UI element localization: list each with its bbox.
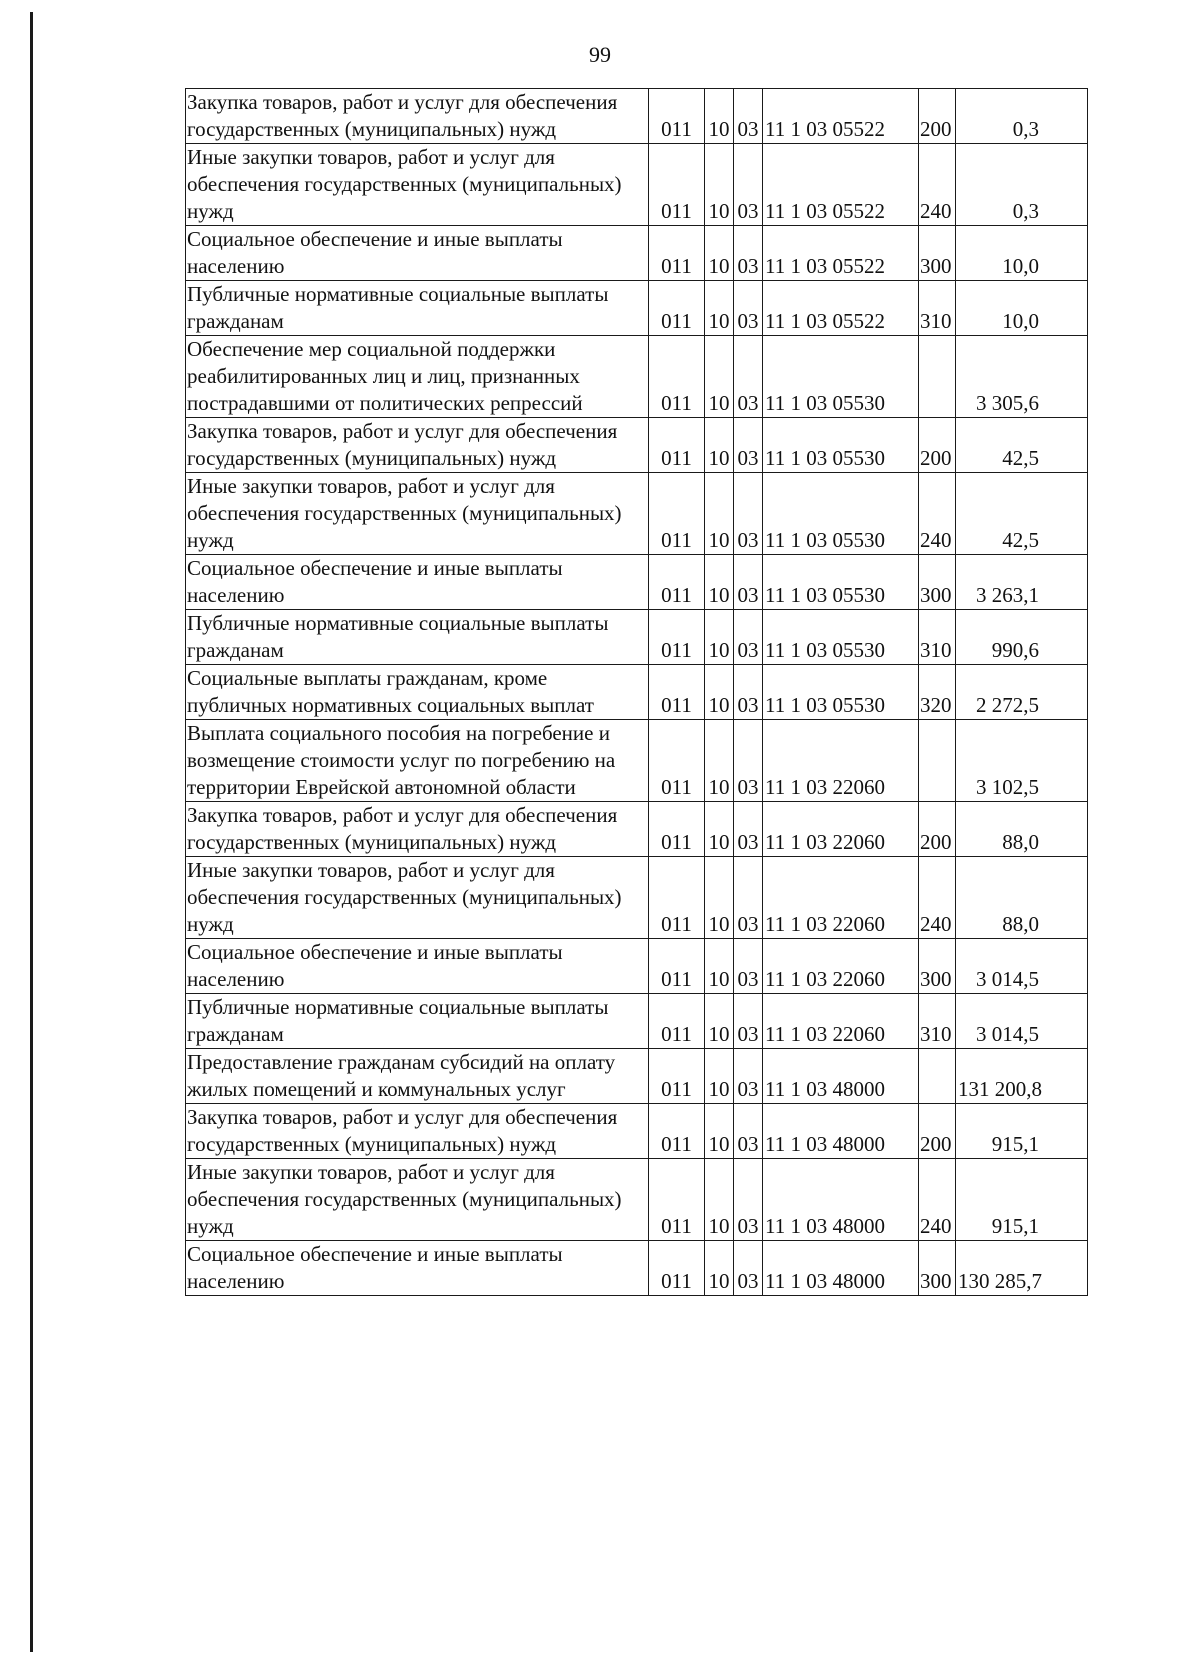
section-code-cell: 10 <box>705 857 734 939</box>
row-name-cell: Закупка товаров, работ и услуг для обеспечения государственных (муниципальных) нужд <box>186 1104 649 1159</box>
budget-table <box>185 88 1088 1296</box>
expense-type-cell: 310 <box>919 994 956 1049</box>
section-code-cell: 10 <box>705 802 734 857</box>
amount-cell: 3 305,6 <box>956 336 1088 418</box>
section-code-cell: 10 <box>705 665 734 720</box>
table-row <box>186 418 1088 473</box>
amount-cell: 88,0 <box>956 857 1088 939</box>
admin-code-cell: 011 <box>649 1159 705 1241</box>
row-name-cell: Выплата социального пособия на погребение и возмещение стоимости услуг по погребению на территории Еврейской автономной области <box>186 720 649 802</box>
amount-cell: 88,0 <box>956 802 1088 857</box>
target-article-cell: 11 1 03 22060 <box>763 802 919 857</box>
table-row <box>186 226 1088 281</box>
admin-code-cell: 011 <box>649 89 705 144</box>
table-row <box>186 610 1088 665</box>
expense-type-cell: 300 <box>919 939 956 994</box>
target-article-cell: 11 1 03 05530 <box>763 555 919 610</box>
row-name-cell: Предоставление гражданам субсидий на оплату жилых помещений и коммунальных услуг <box>186 1049 649 1104</box>
target-article-cell: 11 1 03 22060 <box>763 720 919 802</box>
table-row <box>186 144 1088 226</box>
table-row <box>186 665 1088 720</box>
expense-type-cell: 240 <box>919 144 956 226</box>
admin-code-cell: 011 <box>649 994 705 1049</box>
table-row <box>186 1159 1088 1241</box>
subsection-code-cell: 03 <box>734 473 763 555</box>
section-code-cell: 10 <box>705 610 734 665</box>
subsection-code-cell: 03 <box>734 336 763 418</box>
amount-cell: 3 014,5 <box>956 939 1088 994</box>
amount-cell: 131 200,8 <box>956 1049 1088 1104</box>
subsection-code-cell: 03 <box>734 994 763 1049</box>
section-code-cell: 10 <box>705 281 734 336</box>
amount-cell: 990,6 <box>956 610 1088 665</box>
amount-cell: 10,0 <box>956 226 1088 281</box>
row-name-cell: Публичные нормативные социальные выплаты гражданам <box>186 281 649 336</box>
target-article-cell: 11 1 03 05530 <box>763 665 919 720</box>
budget-table-body <box>186 89 1088 1296</box>
admin-code-cell: 011 <box>649 226 705 281</box>
target-article-cell: 11 1 03 05530 <box>763 336 919 418</box>
admin-code-cell: 011 <box>649 336 705 418</box>
subsection-code-cell: 03 <box>734 802 763 857</box>
expense-type-cell: 320 <box>919 665 956 720</box>
expense-type-cell <box>919 1049 956 1104</box>
section-code-cell: 10 <box>705 144 734 226</box>
expense-type-cell: 200 <box>919 1104 956 1159</box>
expense-type-cell: 300 <box>919 1241 956 1296</box>
admin-code-cell: 011 <box>649 473 705 555</box>
section-code-cell: 10 <box>705 226 734 281</box>
row-name-cell: Закупка товаров, работ и услуг для обеспечения государственных (муниципальных) нужд <box>186 418 649 473</box>
amount-cell: 3 102,5 <box>956 720 1088 802</box>
target-article-cell: 11 1 03 05522 <box>763 89 919 144</box>
expense-type-cell: 300 <box>919 226 956 281</box>
admin-code-cell: 011 <box>649 555 705 610</box>
target-article-cell: 11 1 03 05530 <box>763 610 919 665</box>
amount-cell: 915,1 <box>956 1104 1088 1159</box>
target-article-cell: 11 1 03 22060 <box>763 994 919 1049</box>
target-article-cell: 11 1 03 48000 <box>763 1241 919 1296</box>
expense-type-cell: 240 <box>919 1159 956 1241</box>
row-name-cell: Закупка товаров, работ и услуг для обеспечения государственных (муниципальных) нужд <box>186 89 649 144</box>
row-name-cell: Социальное обеспечение и иные выплаты населению <box>186 226 649 281</box>
subsection-code-cell: 03 <box>734 665 763 720</box>
amount-cell: 0,3 <box>956 89 1088 144</box>
target-article-cell: 11 1 03 05522 <box>763 144 919 226</box>
admin-code-cell: 011 <box>649 802 705 857</box>
target-article-cell: 11 1 03 48000 <box>763 1159 919 1241</box>
admin-code-cell: 011 <box>649 281 705 336</box>
section-code-cell: 10 <box>705 1104 734 1159</box>
subsection-code-cell: 03 <box>734 1049 763 1104</box>
admin-code-cell: 011 <box>649 1241 705 1296</box>
admin-code-cell: 011 <box>649 720 705 802</box>
expense-type-cell: 240 <box>919 857 956 939</box>
section-code-cell: 10 <box>705 720 734 802</box>
table-row <box>186 89 1088 144</box>
section-code-cell: 10 <box>705 1049 734 1104</box>
expense-type-cell: 300 <box>919 555 956 610</box>
expense-type-cell: 310 <box>919 281 956 336</box>
admin-code-cell: 011 <box>649 1104 705 1159</box>
subsection-code-cell: 03 <box>734 1159 763 1241</box>
section-code-cell: 10 <box>705 89 734 144</box>
table-row <box>186 281 1088 336</box>
amount-cell: 130 285,7 <box>956 1241 1088 1296</box>
admin-code-cell: 011 <box>649 610 705 665</box>
subsection-code-cell: 03 <box>734 144 763 226</box>
subsection-code-cell: 03 <box>734 610 763 665</box>
amount-cell: 915,1 <box>956 1159 1088 1241</box>
row-name-cell: Обеспечение мер социальной поддержки реабилитированных лиц и лиц, признанных пострадавшими от политических репрессий <box>186 336 649 418</box>
section-code-cell: 10 <box>705 473 734 555</box>
amount-cell: 10,0 <box>956 281 1088 336</box>
row-name-cell: Иные закупки товаров, работ и услуг для обеспечения государственных (муниципальных) нужд <box>186 473 649 555</box>
table-row <box>186 555 1088 610</box>
subsection-code-cell: 03 <box>734 555 763 610</box>
table-row <box>186 336 1088 418</box>
table-row <box>186 802 1088 857</box>
amount-cell: 42,5 <box>956 473 1088 555</box>
page-number: 99 <box>589 42 611 67</box>
subsection-code-cell: 03 <box>734 857 763 939</box>
target-article-cell: 11 1 03 48000 <box>763 1049 919 1104</box>
subsection-code-cell: 03 <box>734 939 763 994</box>
admin-code-cell: 011 <box>649 665 705 720</box>
row-name-cell: Социальные выплаты гражданам, кроме публичных нормативных социальных выплат <box>186 665 649 720</box>
page-left-rule <box>30 12 33 1652</box>
admin-code-cell: 011 <box>649 939 705 994</box>
section-code-cell: 10 <box>705 1159 734 1241</box>
target-article-cell: 11 1 03 05530 <box>763 473 919 555</box>
expense-type-cell <box>919 336 956 418</box>
table-row <box>186 1104 1088 1159</box>
section-code-cell: 10 <box>705 418 734 473</box>
row-name-cell: Иные закупки товаров, работ и услуг для обеспечения государственных (муниципальных) нужд <box>186 1159 649 1241</box>
section-code-cell: 10 <box>705 994 734 1049</box>
row-name-cell: Публичные нормативные социальные выплаты гражданам <box>186 610 649 665</box>
section-code-cell: 10 <box>705 939 734 994</box>
table-row <box>186 857 1088 939</box>
row-name-cell: Социальное обеспечение и иные выплаты населению <box>186 555 649 610</box>
subsection-code-cell: 03 <box>734 1104 763 1159</box>
amount-cell: 0,3 <box>956 144 1088 226</box>
target-article-cell: 11 1 03 05530 <box>763 418 919 473</box>
row-name-cell: Иные закупки товаров, работ и услуг для обеспечения государственных (муниципальных) нужд <box>186 144 649 226</box>
amount-cell: 3 014,5 <box>956 994 1088 1049</box>
target-article-cell: 11 1 03 48000 <box>763 1104 919 1159</box>
table-row <box>186 473 1088 555</box>
table-row <box>186 1241 1088 1296</box>
expense-type-cell: 200 <box>919 89 956 144</box>
admin-code-cell: 011 <box>649 418 705 473</box>
table-row <box>186 720 1088 802</box>
row-name-cell: Иные закупки товаров, работ и услуг для обеспечения государственных (муниципальных) нужд <box>186 857 649 939</box>
admin-code-cell: 011 <box>649 1049 705 1104</box>
expense-type-cell: 200 <box>919 418 956 473</box>
target-article-cell: 11 1 03 05522 <box>763 226 919 281</box>
row-name-cell: Социальное обеспечение и иные выплаты населению <box>186 1241 649 1296</box>
table-row <box>186 939 1088 994</box>
admin-code-cell: 011 <box>649 144 705 226</box>
expense-type-cell: 240 <box>919 473 956 555</box>
amount-cell: 2 272,5 <box>956 665 1088 720</box>
subsection-code-cell: 03 <box>734 281 763 336</box>
section-code-cell: 10 <box>705 336 734 418</box>
amount-cell: 3 263,1 <box>956 555 1088 610</box>
row-name-cell: Социальное обеспечение и иные выплаты населению <box>186 939 649 994</box>
expense-type-cell: 200 <box>919 802 956 857</box>
admin-code-cell: 011 <box>649 857 705 939</box>
row-name-cell: Публичные нормативные социальные выплаты гражданам <box>186 994 649 1049</box>
subsection-code-cell: 03 <box>734 720 763 802</box>
expense-type-cell <box>919 720 956 802</box>
section-code-cell: 10 <box>705 1241 734 1296</box>
subsection-code-cell: 03 <box>734 226 763 281</box>
subsection-code-cell: 03 <box>734 1241 763 1296</box>
subsection-code-cell: 03 <box>734 89 763 144</box>
target-article-cell: 11 1 03 22060 <box>763 857 919 939</box>
row-name-cell: Закупка товаров, работ и услуг для обеспечения государственных (муниципальных) нужд <box>186 802 649 857</box>
table-row <box>186 994 1088 1049</box>
amount-cell: 42,5 <box>956 418 1088 473</box>
section-code-cell: 10 <box>705 555 734 610</box>
expense-type-cell: 310 <box>919 610 956 665</box>
target-article-cell: 11 1 03 05522 <box>763 281 919 336</box>
target-article-cell: 11 1 03 22060 <box>763 939 919 994</box>
table-row <box>186 1049 1088 1104</box>
subsection-code-cell: 03 <box>734 418 763 473</box>
